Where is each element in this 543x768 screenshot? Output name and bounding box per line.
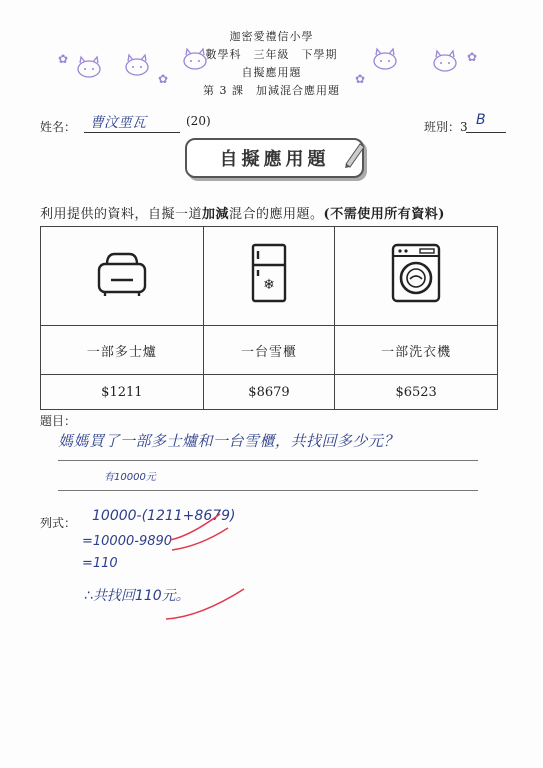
item-table [40, 226, 498, 410]
working-label: 列式： [40, 516, 77, 530]
question-label: 題目： [40, 414, 77, 428]
working-line-1: 10000-(1211+8679) [92, 508, 236, 524]
name-label: 姓名： [40, 120, 77, 134]
class-value: B [476, 112, 486, 128]
student-number: (20) [186, 114, 211, 128]
item-name: 一部多士爐 [41, 326, 204, 375]
item-cell-toaster [41, 227, 204, 326]
question-answer-text: 媽媽買了一部多士爐和一台雪櫃，共找回多少元？ [58, 432, 400, 450]
instruction-prefix: 利用提供的資料，自擬一道 [40, 207, 203, 222]
item-price: $1211 [41, 375, 204, 410]
toaster-icon [93, 250, 151, 298]
class-field[interactable] [466, 112, 506, 133]
item-cell-washing-machine [335, 227, 498, 326]
lesson-heading: 第 3 課 加減混合應用題 [203, 84, 340, 97]
star-decoration-icon: ✿ [467, 50, 478, 64]
instruction [40, 203, 445, 222]
teacher-check-mark [160, 585, 250, 625]
school-name: 迦密愛禮信小學 [229, 30, 314, 43]
pencil-icon [340, 138, 366, 168]
subject-line: 數學科 三年級 下學期 [205, 48, 338, 61]
fridge-icon [249, 243, 289, 305]
star-decoration-icon: ✿ [58, 52, 69, 66]
item-cell-fridge [203, 227, 335, 326]
washing-machine-icon [390, 243, 442, 305]
instruction-emphasis: 加減 [202, 207, 230, 222]
topic-heading: 自擬應用題 [241, 66, 302, 79]
working-line-2: =10000-9890 [82, 534, 173, 549]
working-conclusion: ∴共找回110元。 [84, 588, 190, 604]
working-line-3: =110 [82, 556, 118, 571]
star-decoration-icon: ✿ [355, 72, 366, 86]
item-price: $8679 [203, 375, 335, 410]
teacher-check-mark [160, 500, 240, 560]
answer-line [58, 490, 478, 491]
name-field[interactable] [84, 112, 180, 133]
class-label: 班別：3 [424, 120, 468, 134]
name-value: 曹汶垔瓦 [90, 115, 146, 131]
worksheet-title [185, 138, 364, 178]
question-note: 有10000元 [104, 472, 156, 483]
svg-text:❄: ❄ [263, 277, 275, 293]
item-name: 一台雪櫃 [203, 326, 335, 375]
item-price: $6523 [335, 375, 498, 410]
instruction-suffix: 混合的應用題。 [229, 207, 324, 222]
item-name: 一部洗衣機 [335, 326, 498, 375]
instruction-note: (不需使用所有資料) [323, 207, 445, 222]
title-text: 自擬應用題 [219, 149, 330, 170]
star-decoration-icon: ✿ [158, 72, 169, 86]
answer-line [58, 460, 478, 461]
